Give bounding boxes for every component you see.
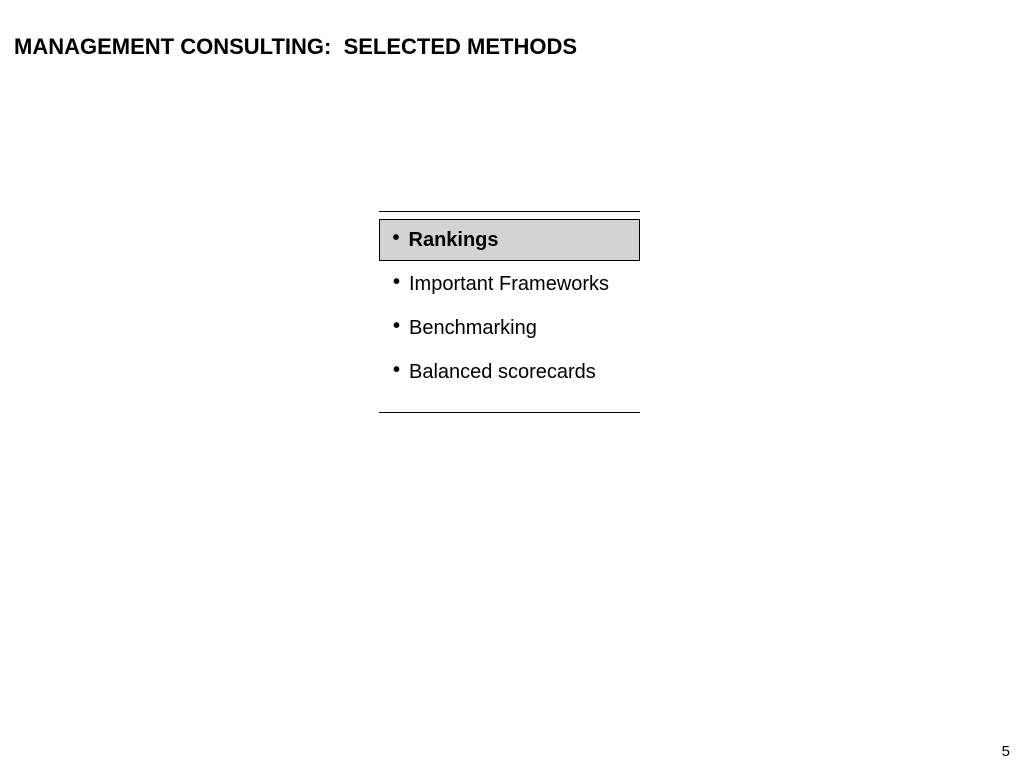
- slide-title: MANAGEMENT CONSULTING: SELECTED METHODS: [14, 34, 578, 59]
- page-number: 5: [1001, 743, 1010, 760]
- method-item-balanced-scorecards[interactable]: [379, 351, 640, 393]
- method-item-label: Important Frameworks: [409, 273, 610, 295]
- method-item-label: Rankings: [408, 229, 499, 251]
- method-item-rankings[interactable]: [379, 219, 640, 261]
- bullet-icon: •: [393, 359, 401, 381]
- method-item-label: Benchmarking: [409, 317, 537, 339]
- bullet-icon: •: [393, 315, 401, 337]
- bullet-icon: •: [392, 227, 400, 249]
- method-item-important-frameworks[interactable]: [379, 263, 640, 305]
- methods-list: [379, 211, 640, 413]
- method-item-benchmarking[interactable]: [379, 307, 640, 349]
- method-item-label: Balanced scorecards: [409, 361, 596, 383]
- bullet-icon: •: [393, 271, 401, 293]
